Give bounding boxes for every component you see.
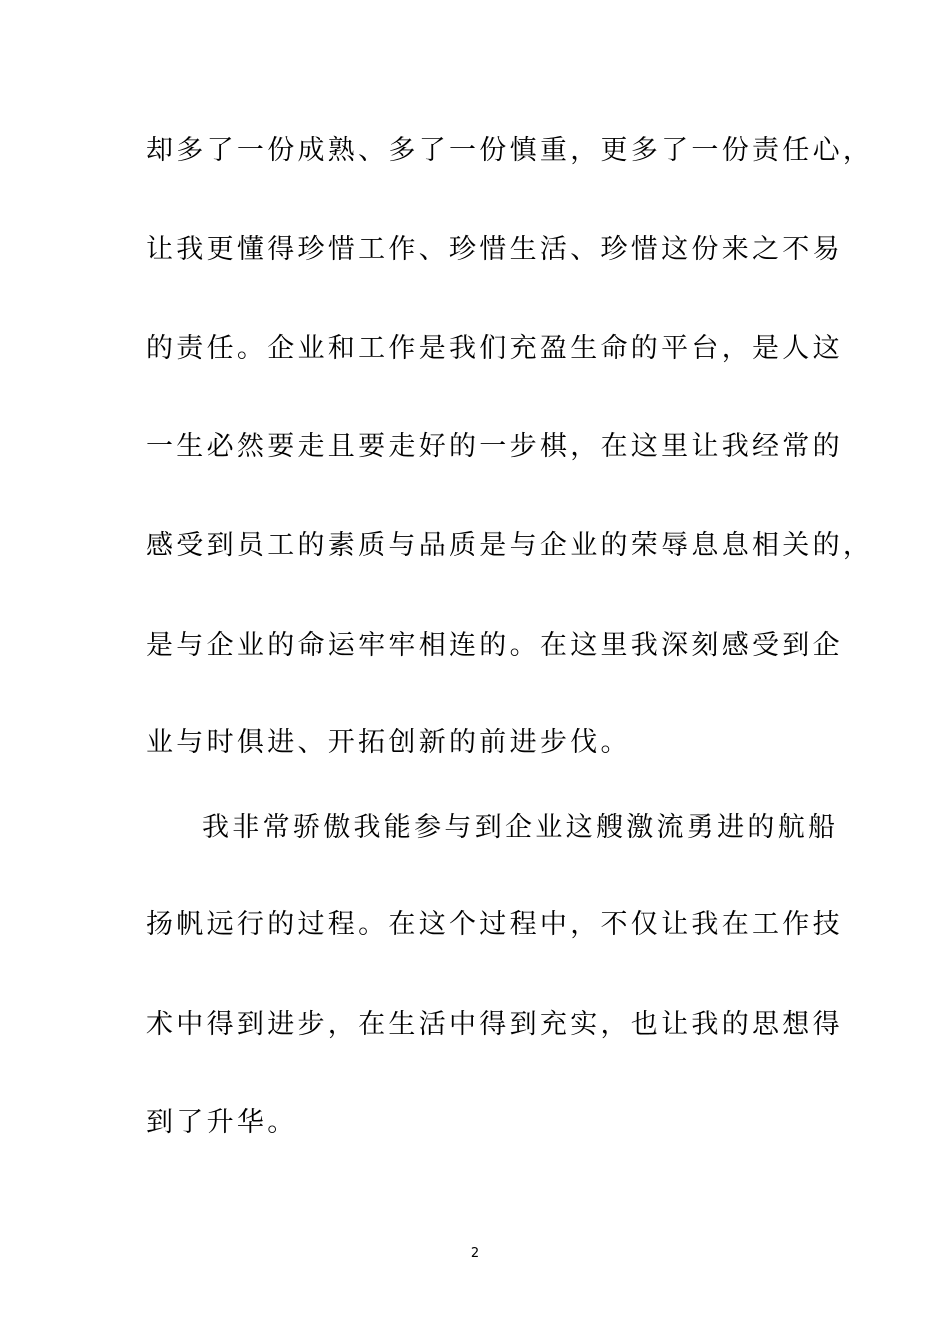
text-line: 我非常骄傲我能参与到企业这艘激流勇进的航船 [202, 812, 839, 843]
text-line: 到了升华。 [146, 1107, 298, 1138]
text-line: 让我更懂得珍惜工作、珍惜生活、珍惜这份来之不易 [146, 234, 843, 265]
text-line: 却多了一份成熟、多了一份慎重，更多了一份责任心， [146, 135, 874, 166]
text-line: 感受到员工的素质与品质是与企业的荣辱息息相关的， [146, 530, 874, 561]
text-line: 的责任。企业和工作是我们充盈生命的平台，是人这 [146, 333, 843, 364]
text-line: 术中得到进步，在生活中得到充实，也让我的思想得 [146, 1009, 843, 1040]
text-line: 扬帆远行的过程。在这个过程中，不仅让我在工作技 [146, 909, 843, 940]
text-line: 业与时俱进、开拓创新的前进步伐。 [146, 727, 631, 758]
text-line: 是与企业的命运牢牢相连的。在这里我深刻感受到企 [146, 630, 843, 661]
page-number: 2 [470, 1246, 480, 1261]
text-line: 一生必然要走且要走好的一步棋，在这里让我经常的 [146, 431, 843, 462]
